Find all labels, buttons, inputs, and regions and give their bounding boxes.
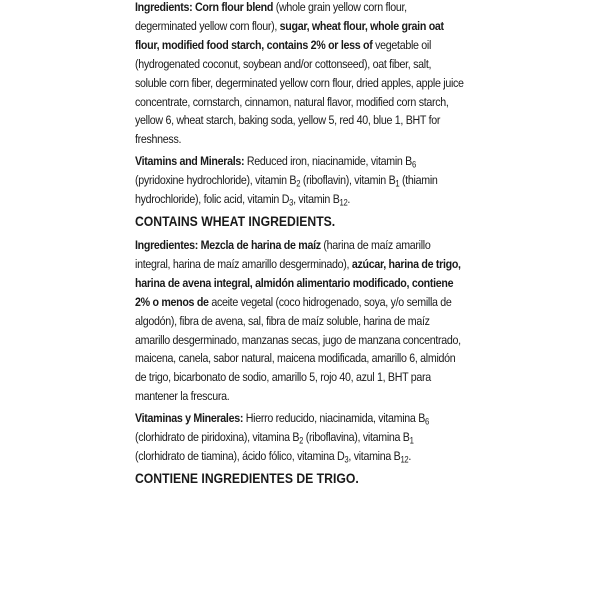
ingredients-es	[135, 236, 465, 406]
vitamins-en-text: .	[347, 192, 351, 207]
vitamins-en-text: (pyridoxine hydrochloride), vitamin B	[135, 173, 297, 188]
ingredients-en	[135, 0, 465, 149]
vitamins-en-sub: 12	[339, 197, 348, 208]
vitamins-es-text: .	[408, 448, 412, 463]
allergen-warning-es: CONTIENE INGREDIENTES DE TRIGO.	[135, 470, 359, 487]
vitamins-en-sub: 6	[411, 159, 416, 170]
ingredients-es-bold-1: Mezcla de harina de maíz	[200, 237, 321, 252]
ingredients-en-text-1: (whole grain yellow corn flour, degerminated yellow corn flour),	[135, 0, 407, 33]
ingredients-es-text-1: (harina de maíz amarillo integral, harina de maíz amarillo desgerminado),	[135, 237, 431, 271]
ingredients-en-bold-2: sugar, wheat flour, whole grain oat flour, modified food starch, contains 2% or less of	[135, 18, 444, 52]
ingredients-es-bold-2: azúcar, harina de trigo, harina de avena integral, almidón alimentario modificado, contiene 2% o menos de	[135, 256, 461, 309]
vitamins-es-text: (clorhidrato de tiamina), ácido fólico, vitamina D	[135, 448, 345, 463]
vitamins-es-sub: 6	[425, 416, 429, 427]
vitamins-es-text: (riboflavina), vitamina B	[305, 430, 410, 445]
vitamins-en-text: (riboflavin), vitamin B	[302, 173, 396, 188]
vitamins-es-text: (clorhidrato de piridoxina), vitamina B	[135, 430, 300, 445]
vitamins-es-text: Hierro reducido, niacinamida, vitamina B	[245, 411, 426, 426]
vitamins-es-sub: 3	[344, 454, 349, 465]
vitamins-en-text: (thiamin hydrochloride), folic acid, vitamin D	[135, 173, 438, 207]
ingredients-es-heading: Ingredientes:	[135, 237, 198, 252]
vitamins-en-sub: 3	[289, 197, 294, 208]
vitamins-en	[135, 152, 465, 209]
vitamins-en-heading: Vitamins and Minerals:	[135, 154, 245, 169]
vitamins-es	[135, 409, 465, 466]
vitamins-es-sub: 2	[299, 435, 304, 446]
vitamins-en-sub: 1	[395, 178, 400, 189]
vitamins-es-sub: 1	[409, 435, 414, 446]
vitamins-es-heading: Vitaminas y Minerales:	[135, 411, 244, 426]
ingredient-label	[135, 0, 465, 493]
vitamins-es-sub: 12	[400, 454, 409, 465]
vitamins-es-text: , vitamina B	[348, 448, 401, 463]
ingredients-en-heading: Ingredients:	[135, 0, 193, 14]
ingredients-es-text-2: aceite vegetal (coco hidrogenado, soya, y/o semilla de algodón), fibra de avena, sal, fibra de maíz soluble, harina de maíz amarillo desgerminado, manzanas secas, jugo de manzana concentrado, maicena, canela, sabor natural, maicena modificada, amarillo 6, almidón de trigo, bicarbonato de sodio, amarillo 5, rojo 40, azul 1, BHT para mantener la frescura.	[135, 294, 461, 404]
allergen-warning-en: CONTAINS WHEAT INGREDIENTS.	[135, 213, 336, 230]
vitamins-en-text: Reduced iron, niacinamide, vitamin B	[246, 154, 412, 169]
ingredients-en-text-2: vegetable oil (hydrogenated coconut, soybean and/or cottonseed), oat fiber, salt, soluble corn fiber, degerminated yellow corn flour, dried apples, apple juice concentrate, cornstarch, cinnamon, natural flavor, modified corn starch, yellow 6, wheat starch, baking soda, yellow 5, red 40, blue 1, BHT for freshness.	[135, 37, 464, 147]
vitamins-en-sub: 2	[296, 178, 301, 189]
vitamins-en-text: , vitamin B	[293, 192, 340, 207]
ingredients-en-bold-1: Corn flour blend	[195, 0, 274, 14]
